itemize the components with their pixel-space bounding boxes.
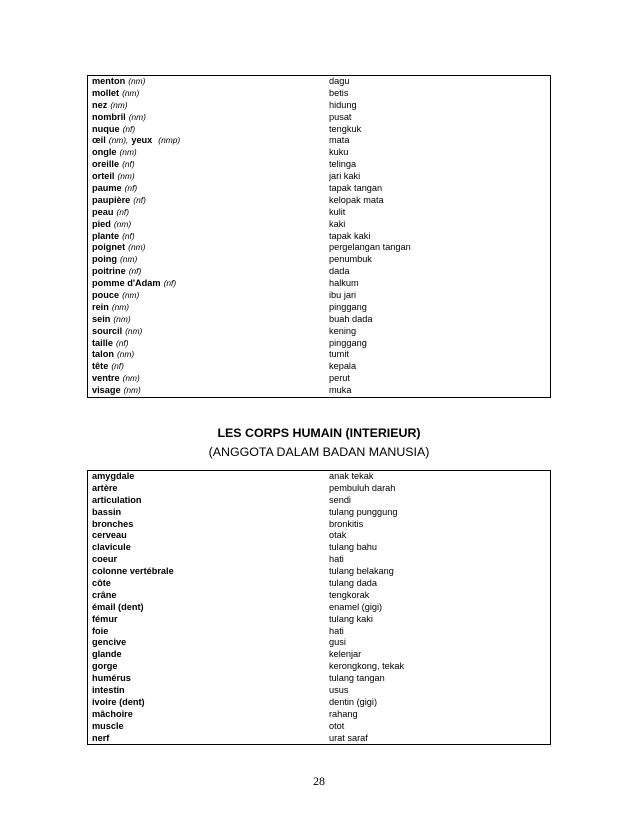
table-row xyxy=(88,76,550,88)
malay-translation: hati xyxy=(329,625,344,636)
french-term-cell xyxy=(88,709,329,721)
table-row xyxy=(88,685,550,697)
grammar-gender: (nm) xyxy=(111,301,130,312)
table-row xyxy=(88,578,550,590)
french-term: paume xyxy=(92,183,122,194)
french-term-cell xyxy=(88,685,329,697)
malay-translation: halkum xyxy=(329,278,359,289)
grammar-gender: (nm) xyxy=(122,290,140,301)
grammar-gender: (nm) xyxy=(125,325,143,336)
french-term-cell xyxy=(88,373,329,385)
malay-translation: muka xyxy=(329,385,352,396)
french-term-cell xyxy=(88,254,329,266)
french-term: nez xyxy=(92,99,108,110)
french-term: pied xyxy=(92,218,111,229)
french-term-cell xyxy=(88,495,329,507)
table-row xyxy=(88,566,550,578)
malay-translation: kepala xyxy=(329,361,357,372)
french-term: paupière xyxy=(92,194,131,205)
malay-translation: otak xyxy=(329,530,347,541)
french-term: colonne vertébrale xyxy=(92,566,174,577)
malay-translation: tulang belakang xyxy=(329,566,394,577)
french-term: muscle xyxy=(92,720,124,731)
french-term: visage xyxy=(92,385,121,396)
french-term-cell xyxy=(88,614,329,626)
french-term-cell xyxy=(88,626,329,638)
malay-translation: rahang xyxy=(329,708,358,719)
french-term: pouce xyxy=(92,290,120,301)
french-term: nerf xyxy=(92,732,110,743)
french-term: ivoire (dent) xyxy=(92,696,145,707)
french-term: côte xyxy=(92,578,111,589)
malay-translation: kaki xyxy=(329,218,346,229)
malay-translation: kuku xyxy=(329,147,349,158)
malay-translation: dada xyxy=(329,266,350,277)
table-row xyxy=(88,338,550,350)
malay-translation: pinggang xyxy=(329,337,367,348)
french-term-cell xyxy=(88,159,329,171)
table-row xyxy=(88,254,550,266)
table-row xyxy=(88,88,550,100)
french-term-cell xyxy=(88,100,329,112)
table-row xyxy=(88,171,550,183)
french-term: sein xyxy=(92,313,111,324)
grammar-gender: (nm) xyxy=(122,87,140,98)
malay-translation: kening xyxy=(329,325,357,336)
table-row xyxy=(88,326,550,338)
table-row xyxy=(88,112,550,124)
french-term: coeur xyxy=(92,554,118,565)
table-row xyxy=(88,602,550,614)
grammar-gender: (nm) xyxy=(123,385,141,396)
table-row xyxy=(88,135,550,147)
french-term-cell xyxy=(88,733,329,745)
grammar-gender: (nm) xyxy=(120,254,138,265)
table-row xyxy=(88,673,550,685)
french-term-cell xyxy=(88,483,329,495)
french-term-cell xyxy=(88,88,329,100)
malay-translation: penumbuk xyxy=(329,254,372,265)
french-term: gorge xyxy=(92,661,118,672)
malay-translation: tulang bahu xyxy=(329,542,378,553)
french-term: œil xyxy=(92,135,106,146)
table-row xyxy=(88,614,550,626)
grammar-gender-plural: (nmp) xyxy=(158,135,181,146)
malay-translation: kulit xyxy=(329,206,346,217)
grammar-gender: (nm) xyxy=(117,171,135,182)
malay-translation: pinggang xyxy=(329,301,367,312)
french-term-cell xyxy=(88,266,329,278)
malay-translation: tengkuk xyxy=(329,123,362,134)
french-term: rein xyxy=(92,301,109,312)
french-term: talon xyxy=(92,349,114,360)
french-term-cell xyxy=(88,349,329,361)
french-term-cell xyxy=(88,314,329,326)
table-row xyxy=(88,349,550,361)
french-term: mâchoire xyxy=(92,708,133,719)
french-term-plural: yeux xyxy=(131,135,153,146)
grammar-gender: (nf) xyxy=(111,361,124,372)
french-term-cell xyxy=(88,697,329,709)
french-term-cell xyxy=(88,219,329,231)
malay-translation: jari kaki xyxy=(329,171,361,182)
malay-translation: kelenjar xyxy=(329,649,362,660)
french-term: poignet xyxy=(92,242,126,253)
malay-translation: tulang dada xyxy=(329,578,378,589)
french-term: amygdale xyxy=(92,471,135,481)
table-row xyxy=(88,385,550,397)
french-term: poitrine xyxy=(92,266,126,277)
malay-translation: bronkitis xyxy=(329,518,364,529)
table-row xyxy=(88,100,550,112)
french-term-cell xyxy=(88,649,329,661)
section-subtitle: (ANGGOTA DALAM BADAN MANUSIA) xyxy=(208,445,430,459)
vocabulary-table-exterior xyxy=(87,75,551,398)
french-term-cell xyxy=(88,673,329,685)
malay-translation: hati xyxy=(329,554,344,565)
french-term: crâne xyxy=(92,589,117,600)
malay-translation: otot xyxy=(329,720,345,731)
malay-translation: tengkorak xyxy=(329,589,370,600)
french-term: glande xyxy=(92,649,122,660)
malay-translation: perut xyxy=(329,373,350,384)
french-term-cell xyxy=(88,76,329,88)
french-term: intestin xyxy=(92,685,125,696)
grammar-gender: (nm) xyxy=(128,242,146,253)
malay-translation: tapak kaki xyxy=(329,230,371,241)
table-row xyxy=(88,554,550,566)
table-row xyxy=(88,207,550,219)
table-row xyxy=(88,302,550,314)
table-row xyxy=(88,721,550,733)
table-row xyxy=(88,195,550,207)
grammar-gender: (nm) xyxy=(110,99,128,110)
french-term-cell xyxy=(88,302,329,314)
french-term-cell xyxy=(88,566,329,578)
french-term: clavicule xyxy=(92,542,131,553)
french-term-cell xyxy=(88,290,329,302)
french-term-cell xyxy=(88,578,329,590)
french-term-cell xyxy=(88,590,329,602)
french-term: cerveau xyxy=(92,530,127,541)
table-row xyxy=(88,219,550,231)
table-row xyxy=(88,530,550,542)
malay-translation: tulang kaki xyxy=(329,613,373,624)
french-term-cell xyxy=(88,471,329,483)
french-term: humérus xyxy=(92,673,131,684)
table-row xyxy=(88,124,550,136)
french-term: orteil xyxy=(92,171,115,182)
grammar-gender: (nf) xyxy=(116,206,130,217)
french-term: ongle xyxy=(92,147,117,158)
french-term: foie xyxy=(92,625,109,636)
malay-translation: pembuluh darah xyxy=(329,482,396,493)
table-row xyxy=(88,361,550,373)
grammar-gender: (nf) xyxy=(122,230,135,241)
french-term: gencive xyxy=(92,637,127,648)
table-row xyxy=(88,495,550,507)
french-term: fémur xyxy=(92,613,118,624)
french-term-cell xyxy=(88,542,329,554)
french-term-cell xyxy=(88,278,329,290)
french-term: bronches xyxy=(92,518,134,529)
table-row xyxy=(88,278,550,290)
grammar-gender: (nm), xyxy=(108,135,129,146)
french-term-cell xyxy=(88,326,329,338)
table-row xyxy=(88,519,550,531)
french-term: plante xyxy=(92,230,120,241)
french-term-cell xyxy=(88,147,329,159)
malay-translation: pusat xyxy=(329,111,352,122)
malay-translation: tumit xyxy=(329,349,349,360)
malay-translation: gusi xyxy=(329,637,346,648)
french-term: nombril xyxy=(92,111,126,122)
grammar-gender: (nf) xyxy=(163,278,177,289)
french-term-cell xyxy=(88,637,329,649)
malay-translation: urat saraf xyxy=(329,732,368,743)
french-term: bassin xyxy=(92,506,122,517)
malay-translation: usus xyxy=(329,685,349,696)
table-row xyxy=(88,314,550,326)
french-term-cell xyxy=(88,530,329,542)
table-row xyxy=(88,242,550,254)
table-row xyxy=(88,231,550,243)
french-term: sourcil xyxy=(92,325,123,336)
malay-translation: mata xyxy=(329,135,350,146)
french-term-cell xyxy=(88,183,329,195)
table-row xyxy=(88,373,550,385)
french-term: taille xyxy=(92,337,113,348)
malay-translation: telinga xyxy=(329,159,357,170)
malay-translation: pergelangan tangan xyxy=(329,242,411,253)
french-term: artère xyxy=(92,482,118,493)
malay-translation: dentin (gigi) xyxy=(329,696,378,707)
table-row xyxy=(88,483,550,495)
section-title: LES CORPS HUMAIN (INTERIEUR) xyxy=(217,426,421,440)
french-term-cell xyxy=(88,361,329,373)
table-row xyxy=(88,266,550,278)
french-term-cell xyxy=(88,231,329,243)
table-row xyxy=(88,147,550,159)
table-row xyxy=(88,661,550,673)
grammar-gender: (nf) xyxy=(122,159,135,170)
grammar-gender: (nf) xyxy=(124,183,138,194)
french-term-cell xyxy=(88,112,329,124)
french-term-cell xyxy=(88,338,329,350)
malay-translation: kelopak mata xyxy=(329,194,384,205)
malay-translation: tulang punggung xyxy=(329,506,398,517)
malay-translation: hidung xyxy=(329,99,357,110)
french-term-cell xyxy=(88,661,329,673)
grammar-gender: (nf) xyxy=(122,123,136,134)
french-term: pomme d'Adam xyxy=(92,278,161,289)
table-row xyxy=(88,290,550,302)
table-row xyxy=(88,183,550,195)
table-row xyxy=(88,637,550,649)
grammar-gender: (nf) xyxy=(115,337,129,348)
french-term: tête xyxy=(92,361,109,372)
malay-translation: ibu jari xyxy=(329,290,357,301)
malay-translation: anak tekak xyxy=(329,471,374,481)
french-term: poing xyxy=(92,254,118,265)
grammar-gender: (nm) xyxy=(113,313,131,324)
french-term-cell xyxy=(88,385,329,397)
table-row xyxy=(88,507,550,519)
malay-translation: tulang tangan xyxy=(329,673,385,684)
table-row xyxy=(88,542,550,554)
table-row xyxy=(88,159,550,171)
grammar-gender: (nm) xyxy=(113,218,132,229)
french-term-cell xyxy=(88,602,329,614)
french-term-cell xyxy=(88,721,329,733)
table-row xyxy=(88,590,550,602)
malay-translation: buah dada xyxy=(329,313,373,324)
table-row xyxy=(88,471,550,483)
table-row xyxy=(88,697,550,709)
grammar-gender: (nm) xyxy=(122,373,140,384)
malay-translation: dagu xyxy=(329,76,350,86)
table-row xyxy=(88,733,550,745)
malay-translation: betis xyxy=(329,87,349,98)
french-term: mollet xyxy=(92,87,120,98)
grammar-gender: (nm) xyxy=(128,111,146,122)
table-row xyxy=(88,626,550,638)
french-term-cell xyxy=(88,507,329,519)
french-term-cell xyxy=(88,519,329,531)
french-term-cell xyxy=(88,135,329,147)
french-term: émail (dent) xyxy=(92,601,144,612)
malay-translation: tapak tangan xyxy=(329,183,383,194)
grammar-gender: (nm) xyxy=(116,349,135,360)
page-number: 28 xyxy=(313,774,325,788)
malay-translation: enamel (gigi) xyxy=(329,601,383,612)
vocabulary-table-interior xyxy=(87,470,551,745)
french-term: oreille xyxy=(92,159,120,170)
malay-translation: kerongkong, tekak xyxy=(329,661,405,672)
french-term: nuque xyxy=(92,123,120,134)
grammar-gender: (nf) xyxy=(128,266,142,277)
french-term: articulation xyxy=(92,494,142,505)
table-row xyxy=(88,649,550,661)
grammar-gender: (nm) xyxy=(119,147,137,158)
table-row xyxy=(88,709,550,721)
french-term-cell xyxy=(88,242,329,254)
grammar-gender: (nf) xyxy=(133,194,146,205)
french-term-cell xyxy=(88,171,329,183)
malay-translation: sendi xyxy=(329,494,351,505)
french-term-cell xyxy=(88,195,329,207)
french-term-cell xyxy=(88,207,329,219)
french-term: peau xyxy=(92,206,114,217)
french-term: ventre xyxy=(92,373,120,384)
french-term: menton xyxy=(92,76,126,86)
french-term-cell xyxy=(88,554,329,566)
french-term-cell xyxy=(88,124,329,136)
grammar-gender: (nm) xyxy=(128,76,146,86)
